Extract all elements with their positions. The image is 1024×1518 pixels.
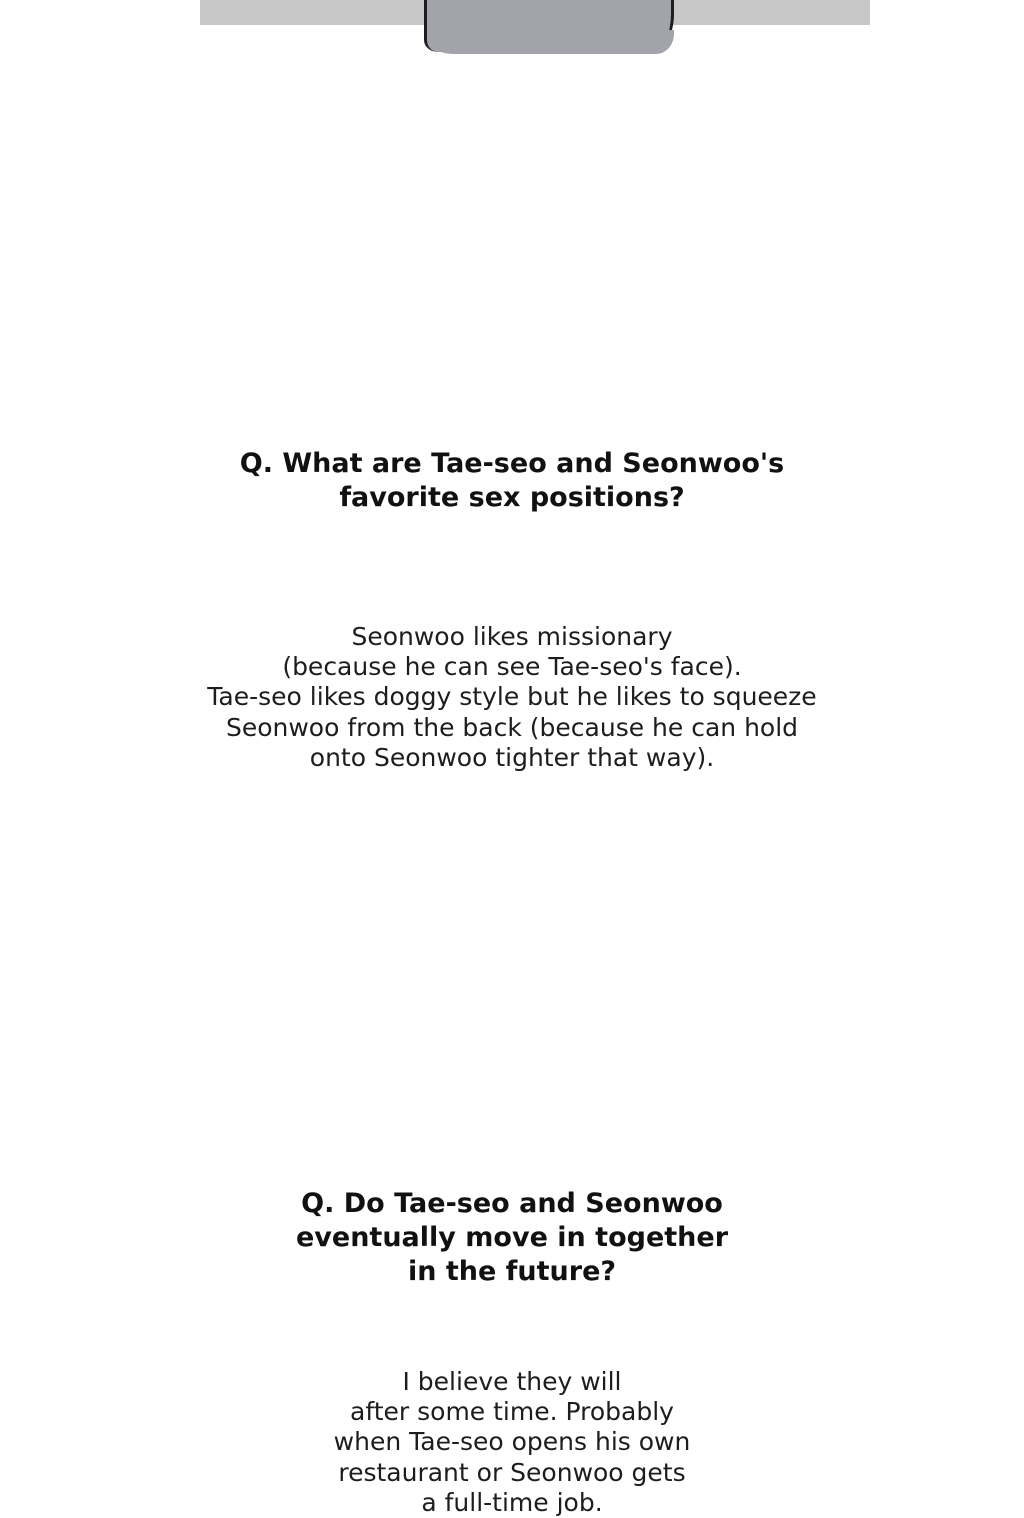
answer-1-line-1: Seonwoo likes missionary	[351, 622, 673, 651]
answer-1-line-3: Tae-seo likes doggy style but he likes to squeeze	[207, 682, 817, 712]
answer-1-line-5: onto Seonwoo tighter that way).	[309, 742, 715, 772]
answer-2-line-4: restaurant or Seonwoo gets	[338, 1457, 686, 1487]
answer-2-line-3: when Tae-seo opens his own	[333, 1427, 691, 1457]
question-2-line-3: in the future?	[407, 1256, 617, 1287]
answer-1-line-4: Seonwoo from the back (because he can hold	[225, 712, 799, 742]
answer-2-line-2: after some time. Probably	[350, 1397, 674, 1427]
answer-2	[0, 1367, 1024, 1518]
question-1-line-1: Q. What are Tae-seo and Seonwoo's	[239, 448, 785, 479]
answer-1	[0, 622, 1024, 773]
question-2	[0, 1187, 1024, 1289]
question-2-line-1: Q. Do Tae-seo and Seonwoo	[301, 1188, 723, 1219]
question-2-line-2: eventually move in together	[295, 1222, 729, 1253]
answer-2-line-5: a full-time job.	[421, 1487, 603, 1517]
question-1-line-2: favorite sex positions?	[339, 482, 685, 513]
question-1	[0, 447, 1024, 515]
answer-1-line-2: (because he can see Tae-seo's face).	[282, 652, 742, 682]
figure-illustration-base	[427, 30, 674, 54]
answer-2-line-1: I believe they will	[402, 1367, 622, 1396]
